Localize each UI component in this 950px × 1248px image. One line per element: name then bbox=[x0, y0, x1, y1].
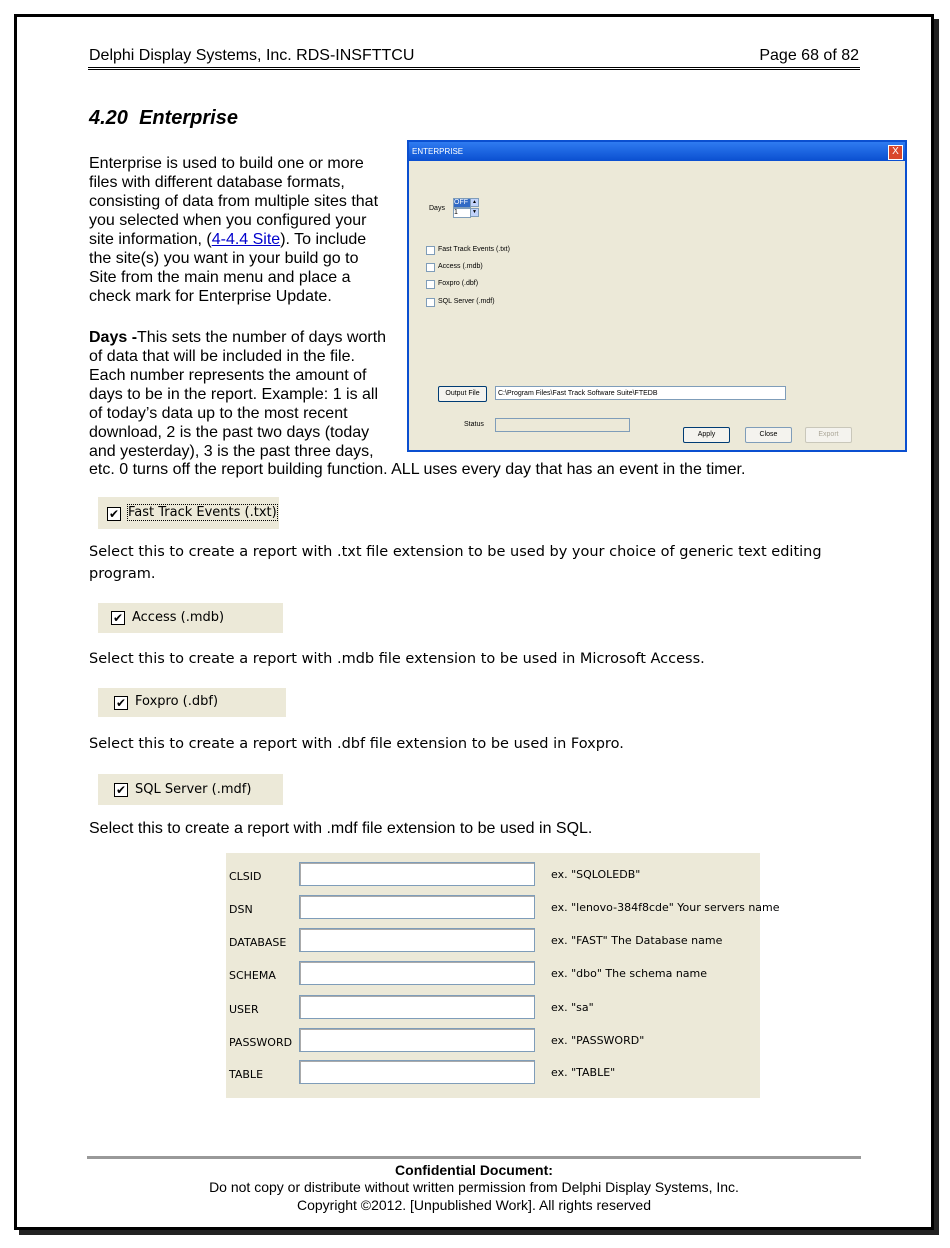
schema-label: SCHEMA bbox=[229, 969, 276, 982]
footer-title: Confidential Document: bbox=[395, 1162, 553, 1178]
footer-line-2: Copyright ©2012. [Unpublished Work]. All rights reserved bbox=[296, 1197, 651, 1213]
option-mdb bbox=[98, 603, 283, 633]
footer-line-1: Do not copy or distribute without written permission from Delphi Display Systems, Inc. bbox=[209, 1179, 739, 1195]
option-txt-label: Fast Track Events (.txt) bbox=[128, 505, 277, 520]
clsid-input[interactable] bbox=[299, 862, 535, 886]
table-input[interactable] bbox=[299, 1060, 535, 1084]
option-txt bbox=[98, 497, 279, 529]
sql-settings-panel bbox=[226, 853, 780, 1098]
days-text: This sets the number of days worth of data that will be included in the file. Each number represents the amount of days to be in the report. Example: 1 is all of today’s data up to the most recent download, 2 is the past two days (today and yesterday), 3 is the past three days, bbox=[89, 329, 387, 460]
checkmark-icon: ✔ bbox=[115, 696, 127, 710]
dialog-title: ENTERPRISE bbox=[412, 147, 464, 156]
mdb-checkbox[interactable] bbox=[426, 263, 435, 272]
status-field bbox=[495, 418, 630, 432]
header-page-number: Page 68 of 82 bbox=[759, 47, 859, 64]
option-mdb-label: Access (.mdb) bbox=[132, 610, 225, 625]
password-label: PASSWORD bbox=[229, 1036, 293, 1049]
site-link[interactable]: 4-4.4 Site bbox=[211, 231, 281, 248]
dsn-example: ex. "lenovo-384f8cde" Your servers name bbox=[551, 901, 780, 914]
days-option-1[interactable]: 1 bbox=[453, 208, 471, 218]
database-input[interactable] bbox=[299, 928, 535, 952]
export-button[interactable]: Export bbox=[805, 427, 852, 443]
sql-row-database bbox=[226, 928, 760, 954]
days-paragraph-tail: etc. 0 turns off the report building function. ALL uses every day that has an event in the timer. bbox=[89, 461, 746, 478]
output-path-field[interactable]: C:\Program Files\Fast Track Software Suite\FTEDB bbox=[495, 386, 786, 400]
option-mdb-desc: Select this to create a report with .mdb file extension to be used in Microsoft Access. bbox=[89, 651, 705, 667]
txt-checkbox[interactable] bbox=[426, 246, 435, 255]
sql-row-table bbox=[226, 1060, 760, 1086]
clsid-label: CLSID bbox=[229, 870, 262, 883]
sql-row-clsid bbox=[226, 862, 760, 888]
option-mdf-label: SQL Server (.mdf) bbox=[135, 782, 252, 797]
days-label: Days - bbox=[89, 329, 138, 346]
sql-row-dsn bbox=[226, 895, 780, 921]
user-label: USER bbox=[229, 1003, 259, 1016]
footer-rule bbox=[87, 1156, 861, 1159]
schema-example: ex. "dbo" The schema name bbox=[551, 967, 708, 980]
txt-checkbox-label: Fast Track Events (.txt) bbox=[438, 246, 510, 253]
table-label: TABLE bbox=[229, 1068, 264, 1081]
table-example: ex. "TABLE" bbox=[551, 1066, 616, 1079]
checkmark-icon: ✔ bbox=[115, 783, 127, 797]
database-example: ex. "FAST" The Database name bbox=[551, 934, 723, 947]
output-file-button[interactable]: Output File bbox=[438, 386, 487, 402]
dbf-checkbox-label: Foxpro (.dbf) bbox=[438, 280, 479, 287]
clsid-example: ex. "SQLOLEDB" bbox=[551, 868, 641, 881]
mdf-checkbox[interactable] bbox=[426, 298, 435, 307]
section-number: 4.20 bbox=[89, 107, 128, 129]
status-label: Status bbox=[464, 421, 484, 428]
days-paragraph bbox=[89, 328, 391, 461]
checkmark-icon: ✔ bbox=[108, 507, 120, 521]
days-option-off[interactable]: OFF bbox=[453, 198, 471, 208]
password-example: ex. "PASSWORD" bbox=[551, 1034, 645, 1047]
password-input[interactable] bbox=[299, 1028, 535, 1052]
close-button[interactable]: Close bbox=[745, 427, 792, 443]
option-mdf-desc: Select this to create a report with .mdf file extension to be used in SQL. bbox=[89, 820, 593, 837]
option-dbf-desc: Select this to create a report with .dbf file extension to be used in Foxpro. bbox=[89, 736, 624, 752]
spin-down-icon[interactable]: ▼ bbox=[470, 208, 479, 217]
dsn-input[interactable] bbox=[299, 895, 535, 919]
section-title bbox=[89, 107, 238, 130]
database-label: DATABASE bbox=[229, 936, 287, 949]
option-txt-desc: Select this to create a report with .txt file extension to be used by your choice of generic text editing program. bbox=[89, 544, 822, 582]
close-icon[interactable]: X bbox=[888, 145, 903, 160]
intro-paragraph bbox=[89, 154, 389, 306]
intro-text: Enterprise is used to build one or more files with different database formats, consisting of data from multiple sites that you selected when you configured your site information, ( bbox=[89, 155, 379, 248]
mdf-checkbox-label: SQL Server (.mdf) bbox=[438, 298, 495, 305]
apply-button[interactable]: Apply bbox=[683, 427, 730, 443]
spin-up-icon[interactable]: ▲ bbox=[470, 198, 479, 207]
intro-text-end: ). To include the site(s) you want in your build go to Site from the main menu and place a check mark for Enterprise Update. bbox=[89, 231, 367, 305]
header-rule bbox=[88, 67, 860, 70]
user-example: ex. "sa" bbox=[551, 1001, 594, 1014]
option-dbf bbox=[98, 688, 286, 717]
page-header bbox=[89, 47, 859, 65]
days-label-dialog: Days bbox=[429, 205, 445, 212]
checkmark-icon: ✔ bbox=[112, 611, 124, 625]
sql-row-password bbox=[226, 1028, 760, 1054]
option-mdf bbox=[98, 774, 283, 805]
dialog-title-bar bbox=[409, 142, 905, 161]
schema-input[interactable] bbox=[299, 961, 535, 985]
option-dbf-label: Foxpro (.dbf) bbox=[135, 694, 219, 709]
user-input[interactable] bbox=[299, 995, 535, 1019]
dbf-checkbox[interactable] bbox=[426, 280, 435, 289]
section-name: Enterprise bbox=[139, 107, 238, 129]
dsn-label: DSN bbox=[229, 903, 253, 916]
mdb-checkbox-label: Access (.mdb) bbox=[438, 263, 483, 270]
enterprise-dialog bbox=[407, 140, 907, 452]
sql-row-user bbox=[226, 995, 760, 1021]
header-company: Delphi Display Systems, Inc. RDS-INSFTTCU bbox=[89, 47, 415, 64]
sql-row-schema bbox=[226, 961, 760, 987]
